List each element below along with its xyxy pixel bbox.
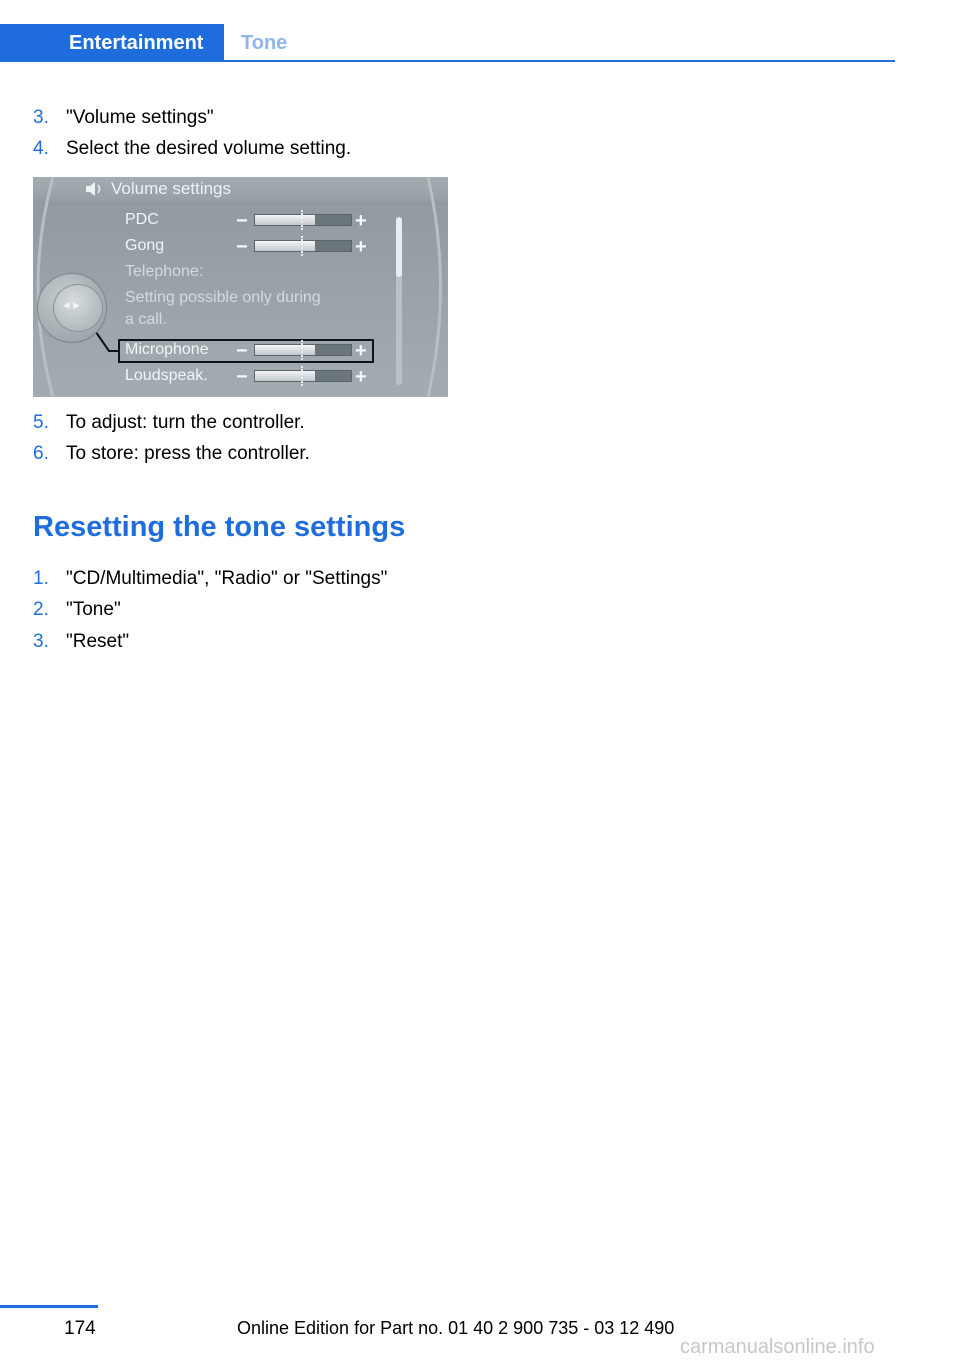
row-label-loudspeak: Loudspeak. [125,367,208,384]
step-number: 3. [33,631,49,652]
step-number: 2. [33,599,49,620]
list-item [33,567,387,591]
footer-rule [0,1305,98,1308]
edition-note: Online Edition for Part no. 01 40 2 900 735 - 03 12 490 [237,1318,675,1338]
volume-settings-screenshot [33,177,448,397]
step-text: "Volume settings" [66,107,214,128]
header-rule [0,60,895,62]
tab-entertainment[interactable]: Entertainment [0,24,224,62]
list-item [33,106,214,130]
step-number: 4. [33,138,49,159]
list-item [33,598,121,622]
step-text: To store: press the controller. [66,443,310,464]
plus-icon: + [355,236,367,258]
tab-tone[interactable]: Tone [241,32,288,54]
minus-icon: − [236,340,248,362]
watermark: carmanualsonline.info [680,1336,875,1358]
step-number: 3. [33,107,49,128]
controller-arrows-icon: ◂ ▸ [63,297,80,312]
minus-icon: − [236,236,248,258]
row-label-microphone: Microphone [125,341,209,358]
step-number: 5. [33,412,49,433]
row-label-telephone: Telephone: [125,263,204,280]
plus-icon: + [355,340,367,362]
list-item [33,411,305,435]
chapter-header [0,24,895,62]
row-label-gong: Gong [125,237,165,254]
plus-icon: + [355,210,367,232]
screen-title: Volume settings [111,179,232,198]
step-text: To adjust: turn the controller. [66,412,305,433]
page-number: 174 [64,1318,96,1339]
telephone-note: a call. [125,311,167,328]
step-text: "Reset" [66,631,130,652]
step-number: 6. [33,443,49,464]
section-title: Resetting the tone settings [33,511,406,543]
list-item [33,630,129,654]
step-text: "CD/Multimedia", "Radio" or "Settings" [66,568,388,589]
step-number: 1. [33,568,49,589]
minus-icon: − [236,210,248,232]
step-text: Select the desired volume setting. [66,138,352,159]
step-text: "Tone" [66,599,121,620]
list-item [33,442,310,466]
list-item [33,137,351,161]
row-label-pdc: PDC [125,211,159,228]
plus-icon: + [355,366,367,388]
scrollbar-thumb[interactable] [396,217,402,277]
telephone-note: Setting possible only during [125,289,321,306]
minus-icon: − [236,366,248,388]
